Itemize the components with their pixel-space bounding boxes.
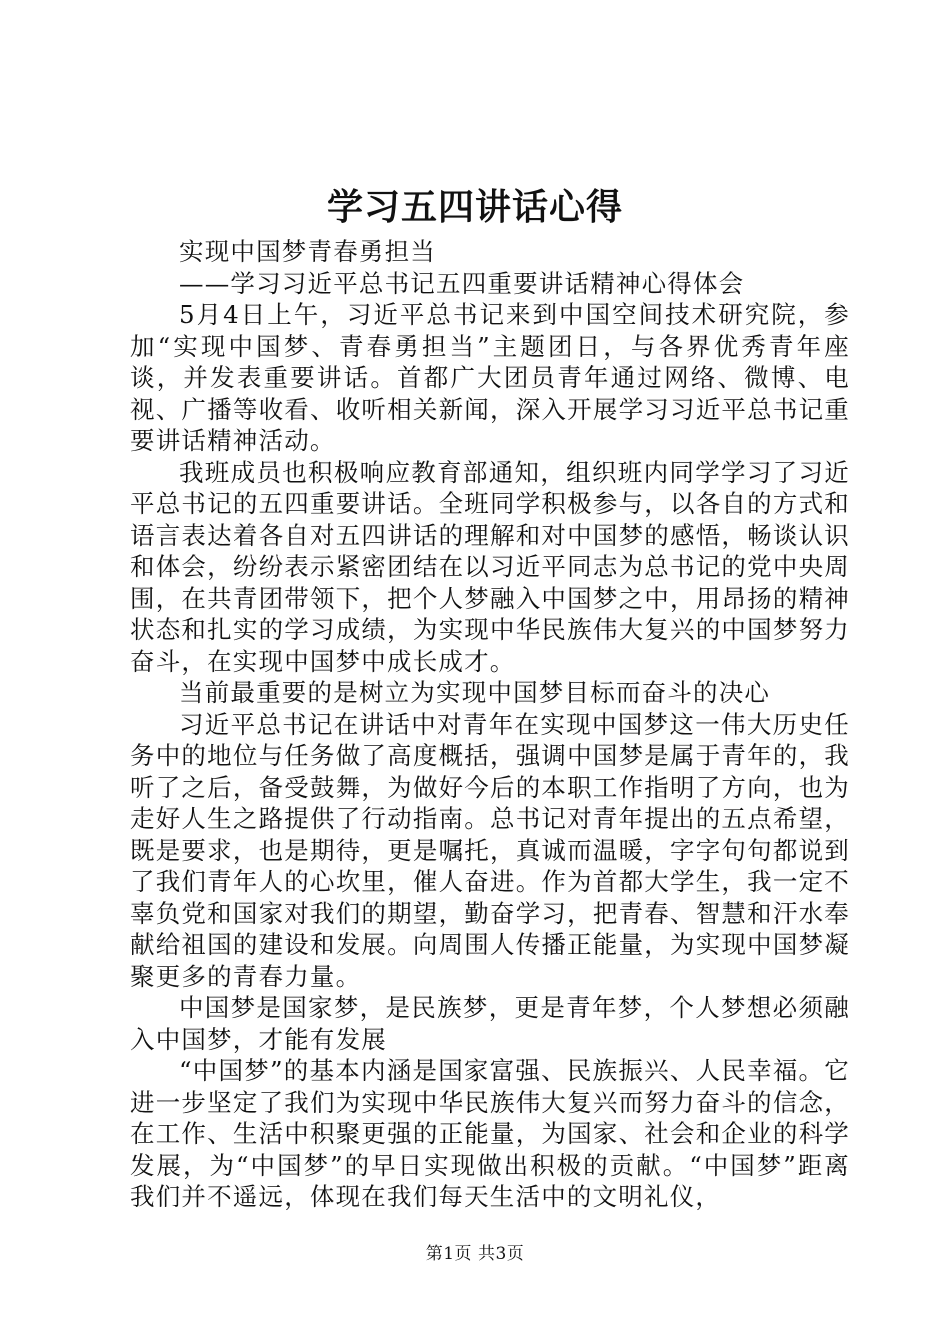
document-title: 学习五四讲话心得 xyxy=(326,186,623,228)
paragraph: “中国梦”的基本内涵是国家富强、民族振兴、人民幸福。它进一步坚定了我们为实现中华民族伟大复兴而努力奋斗的信念，在工作、生活中积聚更强的正能量，为国家、社会和企业的科学发展，为“中国梦”的早日实现做出积极的贡献。“中国梦”距离我们并不遥远，体现在我们每天生活中的文明礼仪， xyxy=(130,1056,850,1211)
section-heading: 当前最重要的是树立为实现中国梦目标而奋斗的决心 xyxy=(179,678,771,707)
document-body xyxy=(130,236,850,1213)
paragraph: 我班成员也积极响应教育部通知，组织班内同学学习了习近平总书记的五四重要讲话。全班同学积极参与，以各自的方式和语言表达着各自对五四讲话的理解和对中国梦的感悟，畅谈认识和体会，纷纷表示紧密团结在以习近平同志为总书记的党中央周围，在共青团带领下，把个人梦融入中国梦之中，用昂扬的精神状态和扎实的学习成绩，为实现中华民族伟大复兴的中国梦努力奋斗，在实现中国梦中成长成才。 xyxy=(130,457,850,676)
subtitle-secondary: ——学习习近平总书记五四重要讲话精神心得体会 xyxy=(179,268,745,298)
paragraph: 5月4日上午，习近平总书记来到中国空间技术研究院，参加“实现中国梦、青春勇担当”主题团日，与各界优秀青年座谈，并发表重要讲话。首都广大团员青年通过网络、微博、电视、广播等收看、收听相关新闻，深入开展学习习近平总书记重要讲话精神活动。 xyxy=(130,300,850,455)
page-footer: 第1页 共3页 xyxy=(425,1244,525,1264)
subtitle: 实现中国梦青春勇担当 xyxy=(179,237,436,266)
section-heading: 中国梦是国家梦，是民族梦，更是青年梦，个人梦想必须融入中国梦，才能有发展 xyxy=(130,993,850,1054)
paragraph: 习近平总书记在讲话中对青年在实现中国梦这一伟大历史任务中的地位与任务做了高度概括，强调中国梦是属于青年的，我听了之后，备受鼓舞，为做好今后的本职工作指明了方向，也为走好人生之路提供了行动指南。总书记对青年提出的五点希望，既是要求，也是期待，更是嘱托，真诚而温暖，字字句句都说到了我们青年人的心坎里，催人奋进。作为首都大学生，我一定不辜负党和国家对我们的期望，勤奋学习，把青春、智慧和汗水奉献给祖国的建设和发展。向周围人传播正能量，为实现中国梦凝聚更多的青春力量。 xyxy=(130,709,850,991)
